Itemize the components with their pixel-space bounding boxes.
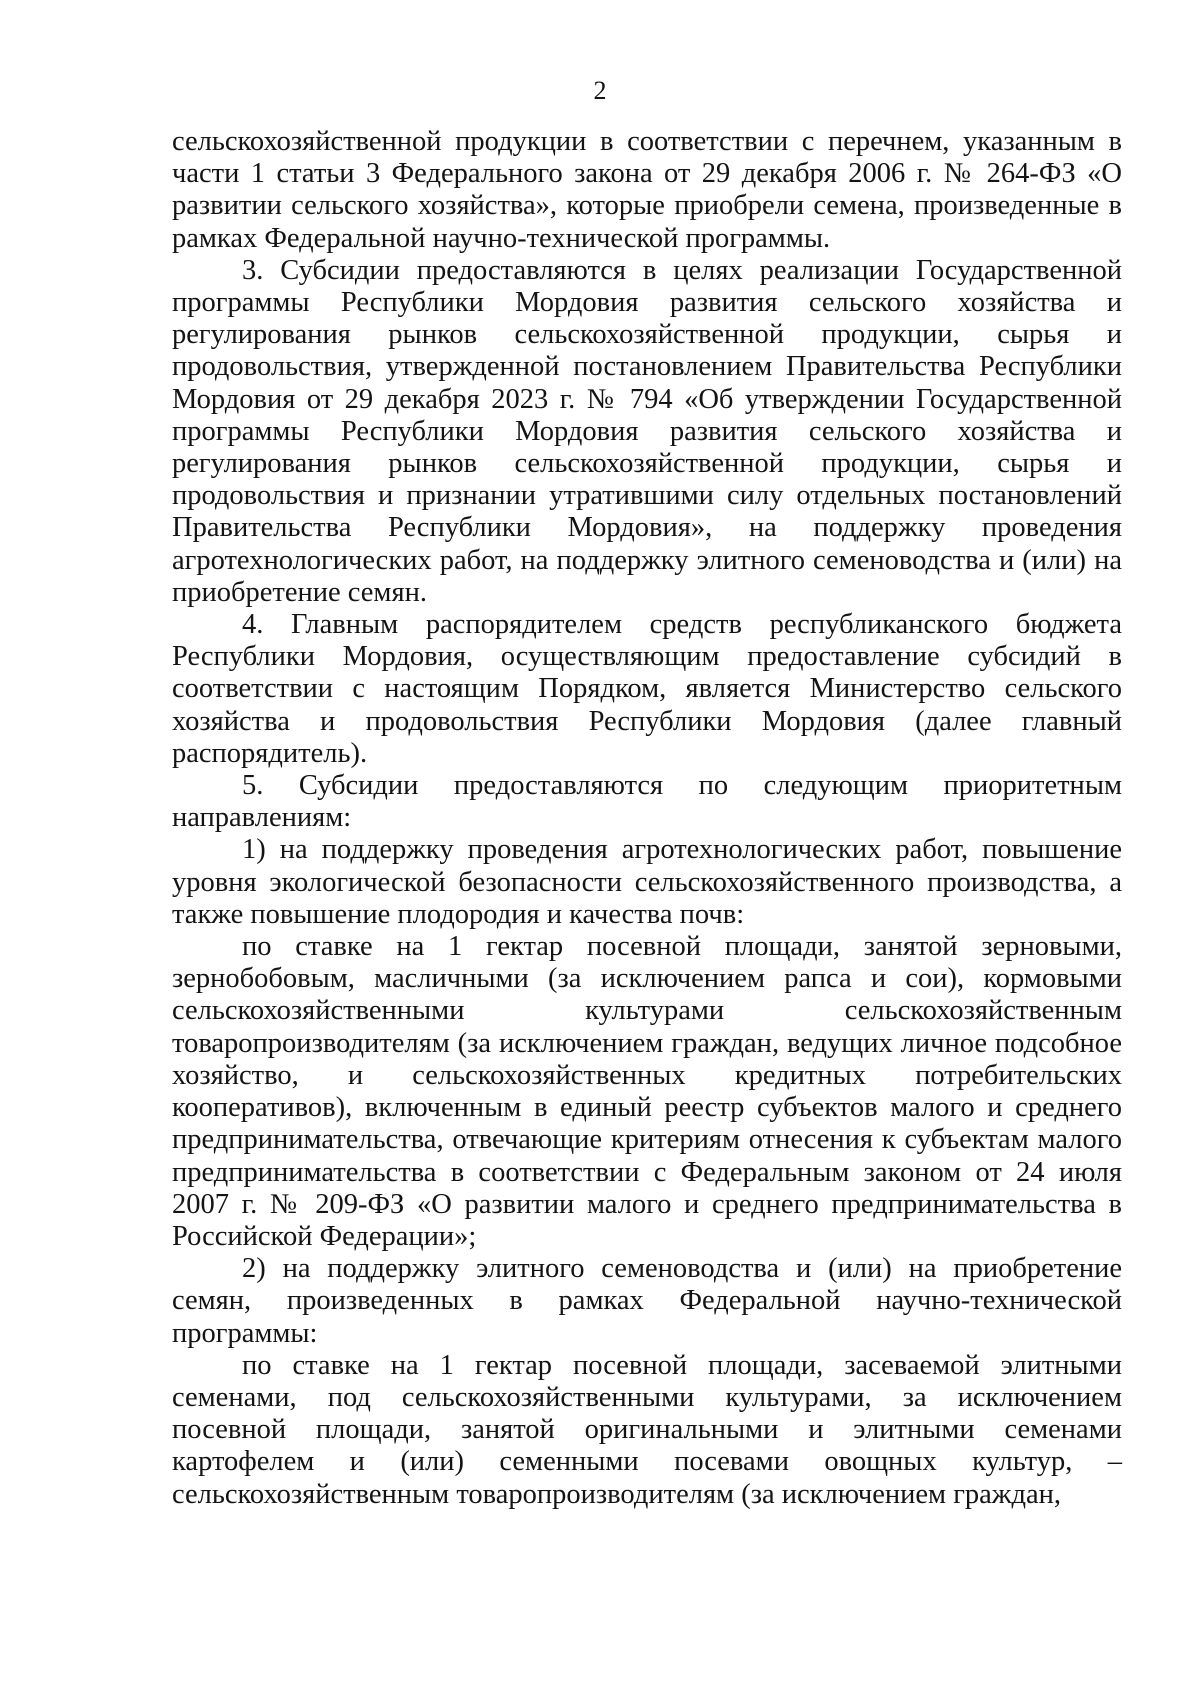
- paragraph-item-3: 3. Субсидии предоставляются в целях реализации Государственной программы Республики Мордовия развития сельского хозяйства и регулирования рынков сельскохозяйственной продукции, сырья и продовольствия, утвержденной постановлением Правительства Республики Мордовия от 29 декабря 2023 г. № 794 «Об утверждении Государственной программы Республики Мордовия развития сельского хозяйства и регулирования рынков сельскохозяйственной продукции, сырья и продовольствия и признании утратившими силу отдельных постановлений Правительства Республики Мордовия», на поддержку проведения агротехнологических работ, на поддержку элитного семеноводства и (или) на приобретение семян.: [172, 254, 1122, 608]
- paragraph-item-4: 4. Главным распорядителем средств республиканского бюджета Республики Мордовия, осуществляющим предоставление субсидий в соответствии с настоящим Порядком, является Министерство сельского хозяйства и продовольствия Республики Мордовия (далее главный распорядитель).: [172, 609, 1122, 769]
- paragraph-item-5: 5. Субсидии предоставляются по следующим приоритетным направлениям:: [172, 770, 1122, 834]
- subitem-2: 2) на поддержку элитного семеноводства и (или) на приобретение семян, произведенных в рамках Федеральной научно-технической программы:: [172, 1253, 1122, 1349]
- subitem-1: 1) на поддержку проведения агротехнологических работ, повышение уровня экологической безопасности сельскохозяйственного производства, а также повышение плодородия и качества почв:: [172, 834, 1122, 930]
- page-number: 2: [593, 76, 607, 105]
- document-body: [172, 126, 1122, 1511]
- paragraph-continuation: сельскохозяйственной продукции в соответствии с перечнем, указанным в части 1 статьи 3 Федерального закона от 29 декабря 2006 г. № 264-ФЗ «О развитии сельского хозяйства», которые приобрели семена, произведенные в рамках Федеральной научно-технической программы.: [172, 126, 1122, 254]
- subitem-2-rate: по ставке на 1 гектар посевной площади, засеваемой элитными семенами, под сельскохозяйственными культурами, за исключением посевной площади, занятой оригинальными и элитными семенами картофелем и (или) семенными посевами овощных культур, – сельскохозяйственным товаропроизводителям (за исключением граждан,: [172, 1349, 1122, 1510]
- subitem-1-rate: по ставке на 1 гектар посевной площади, занятой зерновыми, зернобобовым, масличными (за исключением рапса и сои), кормовыми сельскохозяйственными культурами сельскохозяйственным товаропроизводителям (за исключением граждан, ведущих личное подсобное хозяйство, и сельскохозяйственных кредитных потребительских кооперативов), включенным в единый реестр субъектов малого и среднего предпринимательства, отвечающие критериям отнесения к субъектам малого предпринимательства в соответствии с Федеральным законом от 24 июля 2007 г. № 209-ФЗ «О развитии малого и среднего предпринимательства в Российской Федерации»;: [172, 931, 1122, 1252]
